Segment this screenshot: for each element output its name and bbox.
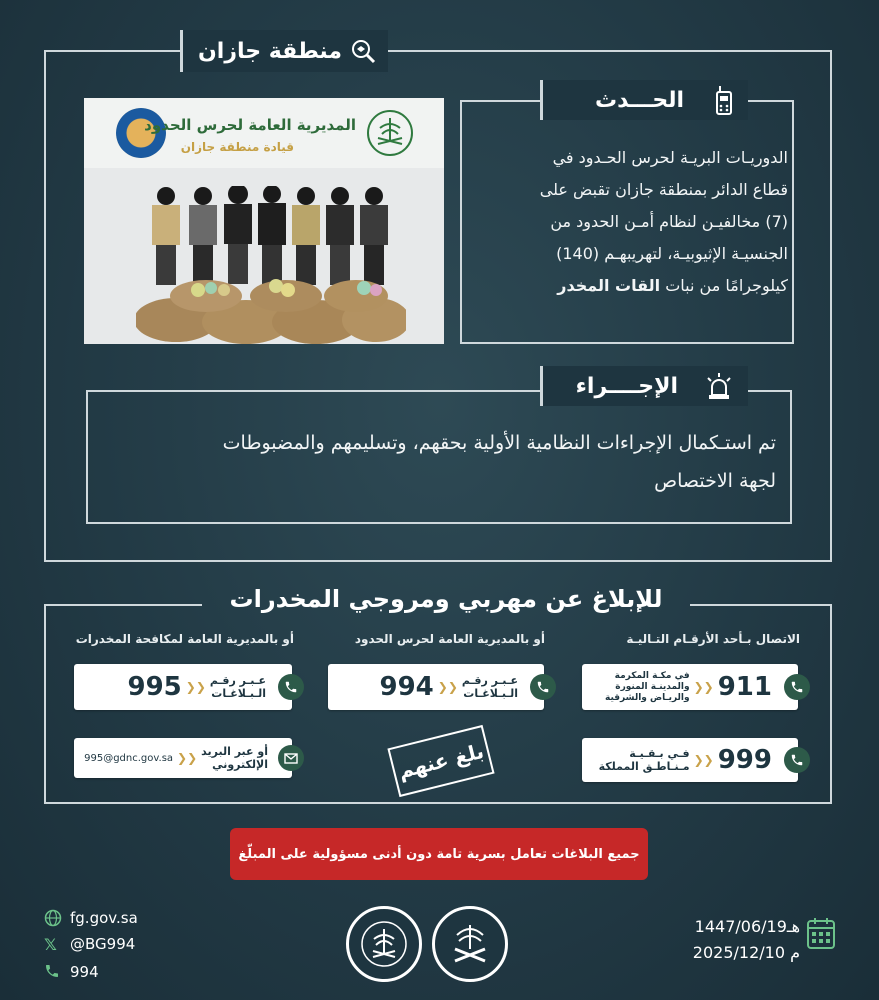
phone-icon — [530, 674, 556, 700]
walkie-talkie-icon — [714, 85, 734, 115]
saudi-emblem — [432, 906, 508, 982]
report-frame-top-left — [44, 604, 202, 606]
double-chevron-icon: ❮❮ — [185, 680, 206, 694]
confidentiality-banner: جميع البلاغات تعامل بسرية تامة دون أدنى مسؤولية على المبلّغ — [230, 828, 648, 880]
call-999-box[interactable] — [582, 738, 798, 782]
phone-icon — [784, 674, 810, 700]
photo — [84, 98, 444, 344]
email-desc: أو عبر البريد الإلكتروني — [201, 745, 268, 771]
call-995-desc: عـبـر رقـم الـبـلاغـات — [209, 674, 266, 700]
double-chevron-icon: ❮❮ — [177, 751, 198, 765]
action-heading-tab — [540, 366, 748, 406]
email-box[interactable] — [74, 738, 292, 778]
website-row[interactable] — [44, 906, 204, 930]
phone-icon — [278, 674, 304, 700]
border-guard-emblem — [346, 906, 422, 982]
col-header-narcotics: أو بالمديرية العامة لمكافحة المخدرات — [75, 632, 294, 646]
incident-heading-tab — [540, 80, 748, 120]
sacks — [136, 268, 406, 344]
palm-emblem — [366, 108, 414, 158]
incident-line: الجنسيـة الإثيوبيـة، لتهريبهـم (140) — [556, 244, 788, 263]
report-stamp: بلغ عنهم — [387, 725, 494, 797]
photo-banner-subtitle: قيادة منطقة جازان — [180, 140, 294, 154]
col-header-numbers: الاتصال بـأحد الأرقـام التـاليـة — [626, 632, 800, 646]
incident-heading: الحـــدث — [594, 87, 684, 113]
email-address[interactable]: 995@gdnc.gov.sa — [84, 752, 174, 764]
phone-row[interactable] — [44, 958, 204, 986]
photo-banner — [84, 98, 444, 168]
incident-line: الدوريـات البريـة لحرس الحـدود في — [552, 148, 788, 167]
action-line: لجهة الاختصاص — [654, 470, 776, 492]
incident-line-last: كيلوجرامًا من نبات القات المخدر — [557, 276, 788, 295]
incident-line: قطاع الدائر بمنطقة جازان تقبض على — [539, 180, 788, 199]
photo-banner-title: المديرية العامة لحرس الحدود — [144, 116, 356, 134]
phone-number[interactable]: 994 — [70, 963, 99, 981]
mail-icon — [278, 745, 304, 771]
incident-text — [470, 142, 788, 302]
number-911: 911 — [717, 672, 772, 702]
double-chevron-icon: ❮❮ — [693, 753, 714, 767]
website-link[interactable]: fg.gov.sa — [70, 909, 138, 927]
double-chevron-icon: ❮❮ — [693, 680, 714, 694]
x-handle[interactable]: @BG994 — [70, 935, 136, 953]
call-994-box[interactable] — [328, 664, 544, 710]
call-994-desc: عـبـر رقـم الـبـلاغـات — [461, 674, 518, 700]
globe-icon — [44, 909, 62, 927]
call-911-desc: في مكـة المكرمة والمدينـة المنورة والريـاض والشرقية — [605, 670, 690, 703]
x-logo-icon: 𝕏 — [44, 934, 57, 954]
number-995: 995 — [127, 672, 182, 702]
report-frame-top-right — [690, 604, 832, 606]
search-icon — [350, 38, 376, 64]
calendar-icon — [806, 916, 836, 950]
x-handle-row[interactable] — [44, 930, 204, 958]
footer-dates — [650, 914, 800, 966]
qat-highlight: القات المخدر — [557, 276, 661, 295]
double-chevron-icon: ❮❮ — [437, 680, 458, 694]
action-heading: الإجــــراء — [575, 373, 678, 399]
phone-icon — [44, 963, 62, 981]
hijri-date: 1447/06/19هـ — [694, 917, 800, 936]
call-999-desc: فـي بـقـيـة مـنـاطـق المملكة — [598, 747, 690, 773]
number-999: 999 — [717, 745, 772, 775]
report-title: للإبلاغ عن مهربي ومروجي المخدرات — [229, 585, 663, 613]
action-line: تم استـكمال الإجراءات النظامية الأولية بحقهم، وتسليمهم والمضبوطات — [222, 432, 776, 454]
footer-contacts — [44, 906, 204, 986]
col-header-border-guard: أو بالمديرية العامة لحرس الحدود — [354, 632, 545, 646]
gregorian-date: 2025/12/10 م — [692, 943, 800, 962]
region-title-tab — [180, 30, 388, 72]
number-994: 994 — [379, 672, 434, 702]
incident-line: (7) مخالفيـن لنظام أمـن الحدود من — [550, 212, 788, 231]
action-text — [100, 424, 776, 500]
call-911-box[interactable] — [582, 664, 798, 710]
siren-icon — [704, 371, 734, 401]
region-title: منطقة جازان — [198, 38, 342, 64]
phone-icon — [784, 747, 810, 773]
call-995-box[interactable] — [74, 664, 292, 710]
